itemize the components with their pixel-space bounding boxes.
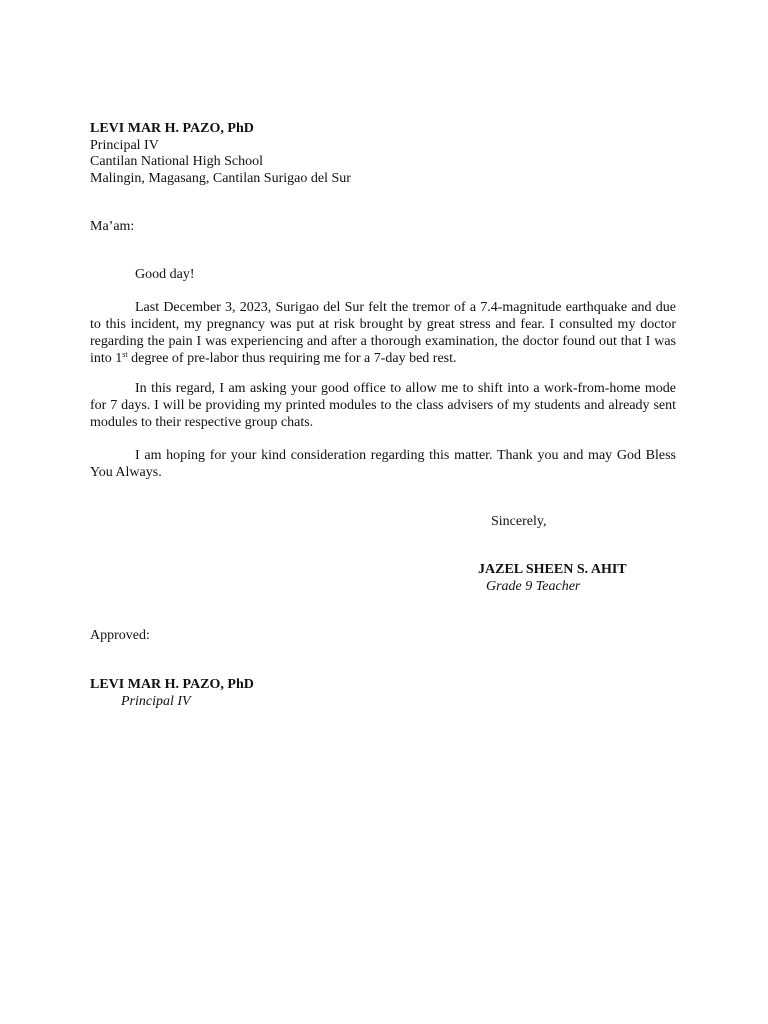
- body-paragraph-1-text-a: Last December 3, 2023, Surigao del Sur felt the tremor of a 7.4-magnitude earthquake and due to this incident, my pregnancy was put at risk brought by great stress and fear. I consulted my doctor regarding the pain I was experiencing and after a thorough examination, the doctor found out that I was into 1: [90, 300, 676, 366]
- body-paragraph-3: [90, 448, 676, 482]
- sender-signature-block: [478, 562, 627, 595]
- body-paragraph-2-text: In this regard, I am asking your good office to allow me to shift into a work-from-home mode for 7 days. I will be providing my printed modules to the class advisers of my students and already sent modules to their respective group chats.: [90, 381, 676, 430]
- body-paragraph-2: [90, 381, 676, 432]
- sender-name: JAZEL SHEEN S. AHIT: [478, 562, 627, 577]
- approver-title: Principal IV: [121, 693, 191, 709]
- body-paragraph-1: [90, 300, 676, 368]
- closing: Sincerely,: [491, 514, 547, 529]
- greeting-text: Good day!: [135, 267, 195, 282]
- ordinal-suffix: st: [122, 349, 128, 359]
- greeting: [90, 267, 676, 284]
- recipient-position: Principal IV: [90, 137, 159, 153]
- salutation: Ma’am:: [90, 219, 135, 234]
- approval-signature-block: [90, 677, 254, 710]
- recipient-address: Malingin, Magasang, Cantilan Surigao del Sur: [90, 170, 351, 186]
- recipient-block: [90, 121, 351, 187]
- recipient-name: LEVI MAR H. PAZO, PhD: [90, 121, 254, 136]
- body-paragraph-1-text-b: degree of pre-labor thus requiring me for a 7-day bed rest.: [127, 350, 457, 366]
- approval-label: Approved:: [90, 628, 150, 643]
- approver-name: LEVI MAR H. PAZO, PhD: [90, 677, 254, 692]
- sender-title: Grade 9 Teacher: [486, 578, 581, 594]
- recipient-school: Cantilan National High School: [90, 154, 264, 170]
- body-paragraph-3-text: I am hoping for your kind consideration regarding this matter. Thank you and may God Bless You Always.: [90, 448, 676, 480]
